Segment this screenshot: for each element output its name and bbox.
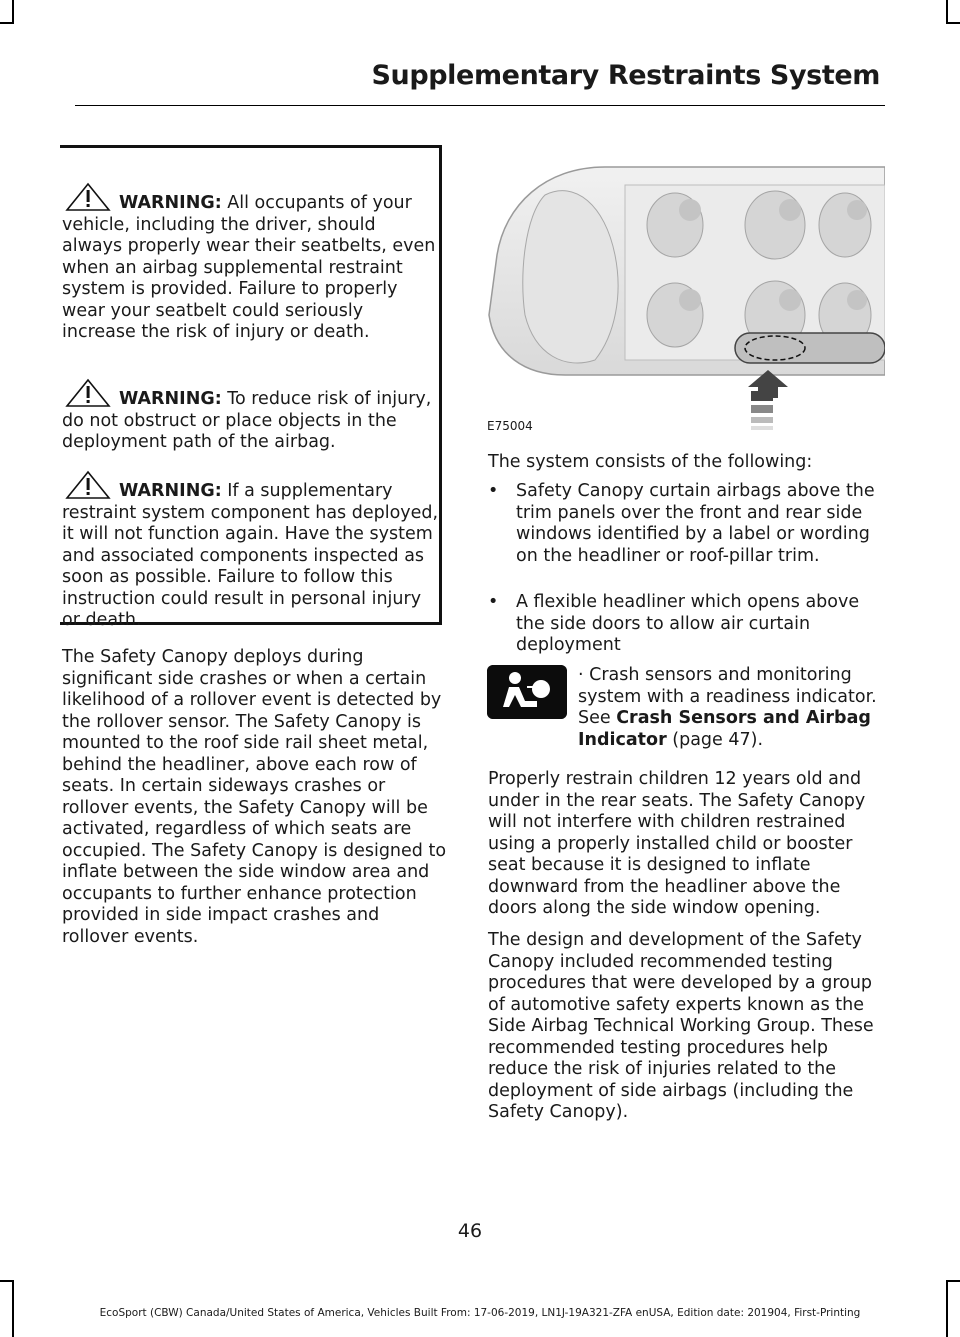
warning-2 — [62, 378, 440, 454]
crop-mark — [12, 0, 14, 22]
warning-text: All occupants of your vehicle, including the driver, should always properly wear their seatbelts, even when an airbag supplemental restraint system is provided. Failure to properly wear your seatbelt could seriously increase the risk of injury or death. — [62, 193, 436, 342]
list-item — [488, 592, 883, 657]
warning-triangle-icon — [65, 470, 111, 500]
footer-text: EcoSport (CBW) Canada/United States of America, Vehicles Built From: 17-06-2019, LN1J-19A321-ZFA enUSA, Edition date: 201904, First-Printing — [99, 1307, 861, 1319]
page-title: Supplementary Restraints System — [371, 60, 880, 91]
warning-label: WARNING: — [119, 481, 222, 501]
crop-mark — [0, 22, 14, 24]
list-item — [488, 481, 883, 567]
body-paragraph: The Safety Canopy deploys during significant side crashes or when a certain likelihood of a rollover event is detected by the rollover sensor. The Safety Canopy is mounted to the roof side rail sheet metal, behind the headliner, above each row of seats. In certain sideways crashes or rollover events, the Safety Canopy will be activated, regardless of which seats are occupied. The Safety Canopy is designed to inflate between the side window area and occupants to further enhance protection provided in side impact crashes and rollover events. — [62, 647, 447, 947]
page-reference: (page 47). — [666, 729, 764, 750]
warning-1 — [62, 182, 440, 344]
warning-3 — [62, 470, 440, 632]
body-paragraph: The design and development of the Safety Canopy included recommended testing procedures that were developed by a group of automotive safety experts known as the Side Airbag Technical Working Group. These recommended testing procedures help reduce the risk of injuries related to the deployment of side airbags (including the Safety Canopy). — [488, 930, 874, 1122]
warning-text: To reduce risk of injury, do not obstruct or place objects in the deployment path of the airbag. — [62, 389, 432, 452]
sensor-text: · Crash sensors and monitoring system with a readiness indicator. See — [578, 665, 877, 728]
crop-mark — [0, 1280, 14, 1282]
crop-mark — [946, 22, 960, 24]
list-item-text: A flexible headliner which opens above the side doors to allow air curtain deployment — [516, 592, 860, 655]
figure-code: E75004 — [487, 419, 533, 433]
warning-label: WARNING: — [119, 389, 222, 409]
warning-triangle-icon — [65, 182, 111, 212]
vehicle-airbag-illustration — [485, 165, 885, 440]
crop-mark — [946, 0, 948, 22]
page-number: 46 — [457, 1220, 483, 1242]
crop-mark — [946, 1280, 960, 1282]
sensor-paragraph — [488, 665, 883, 751]
title-divider — [75, 105, 885, 106]
icon-spacer — [488, 665, 578, 731]
list-item-text: Safety Canopy curtain airbags above the trim panels over the front and rear side windows identified by a label or wording on the headliner or roof-pillar trim. — [516, 481, 875, 566]
warning-label: WARNING: — [119, 193, 222, 213]
bullet-symbol: • — [488, 481, 499, 501]
warning-text: If a supplementary restraint system component has deployed, it will not function again. Have the system and associated components inspected as soon as possible. Failure to follow this instruction could result in personal injury or death. — [62, 481, 439, 630]
cross-reference-link[interactable]: Crash Sensors and Airbag Indicator — [578, 708, 871, 750]
bullet-symbol: • — [488, 592, 499, 612]
body-paragraph: Properly restrain children 12 years old and under in the rear seats. The Safety Canopy will not interfere with children restrained using a properly installed child or booster seat because it is designed to inflate downward from the headliner above the doors along the side window opening. — [488, 769, 866, 918]
list-intro: The system consists of the following: — [488, 452, 813, 472]
warning-triangle-icon — [65, 378, 111, 408]
